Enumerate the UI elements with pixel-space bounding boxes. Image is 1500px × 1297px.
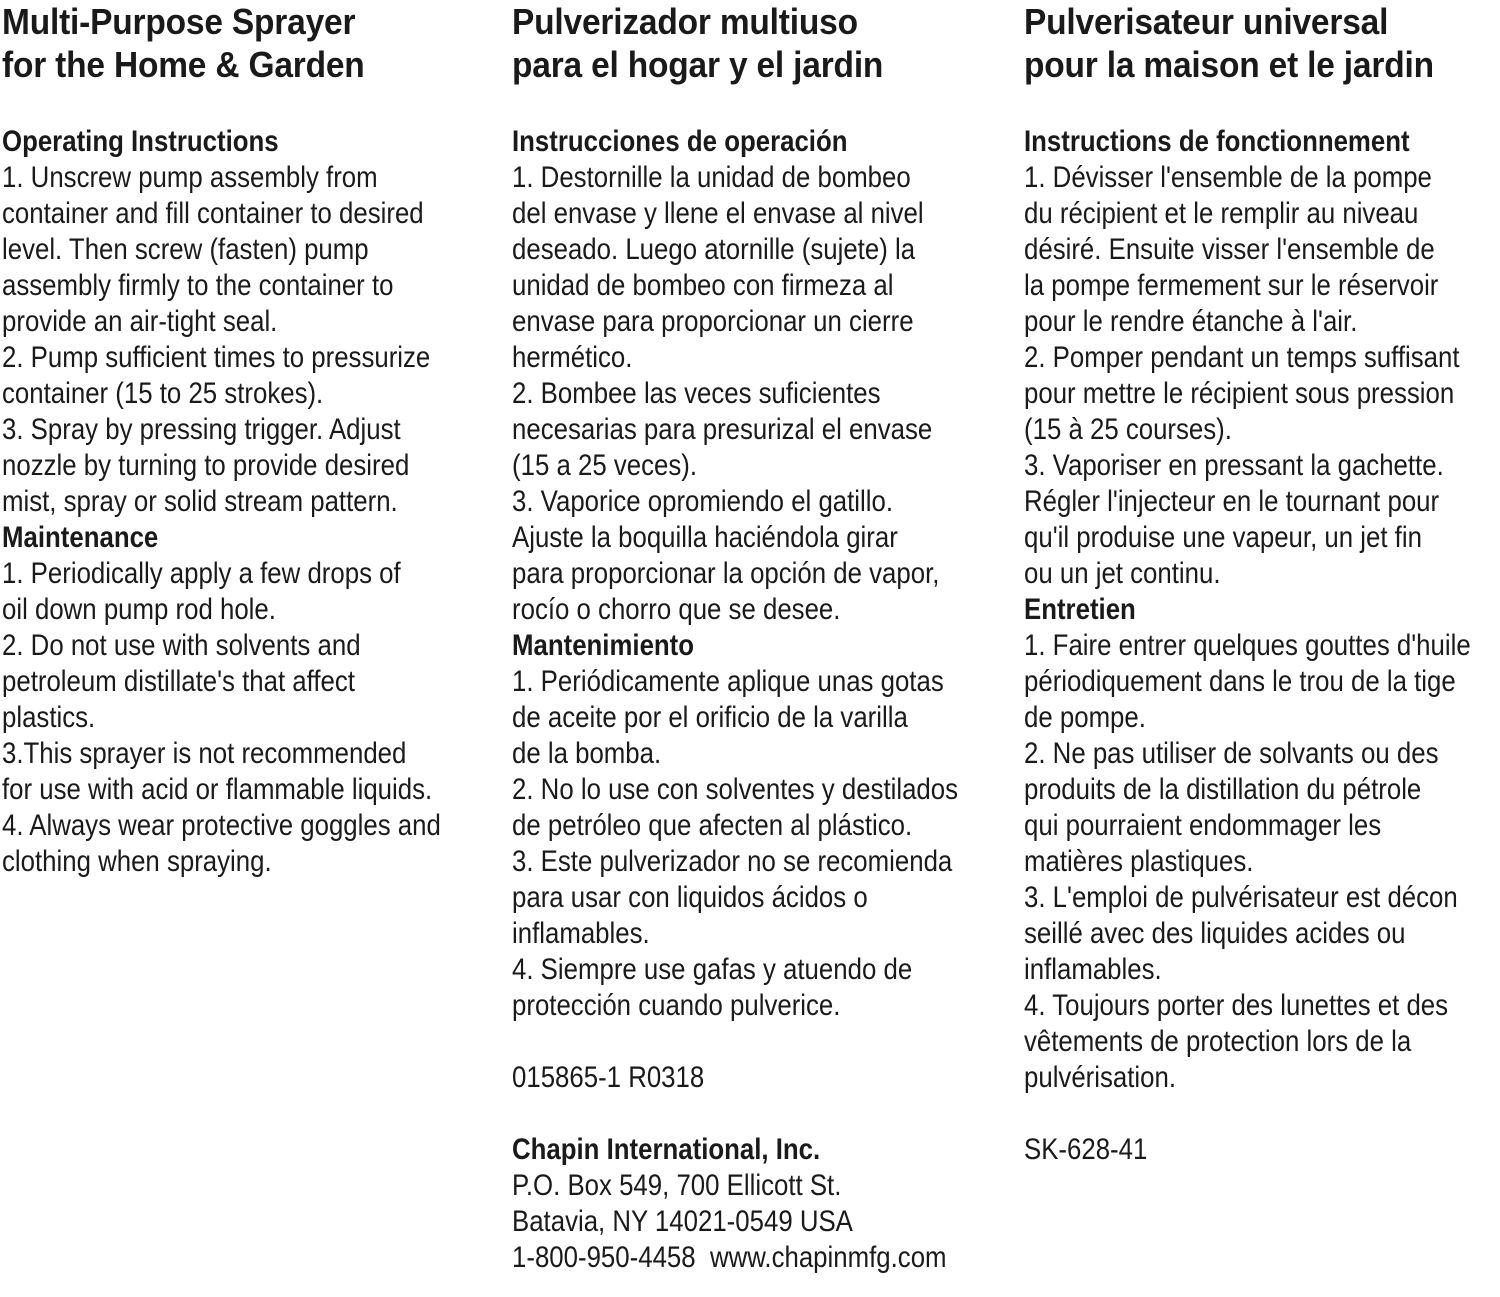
maintenance-line: 2. No lo use con solventes y destilados <box>512 773 959 806</box>
instruction-line: 3. Spray by pressing trigger. Adjust <box>2 413 401 446</box>
spanish-column <box>512 0 1002 1276</box>
english-column <box>2 0 492 880</box>
maintenance-line: clothing when spraying. <box>2 845 272 878</box>
maintenance-heading: Mantenimiento <box>512 629 695 662</box>
maintenance-line: matières plastiques. <box>1024 845 1254 878</box>
title-line: Pulverizador multiuso <box>512 1 858 42</box>
instruction-line: del envase y llene el envase al nivel <box>512 197 924 230</box>
maintenance-heading: Entretien <box>1024 593 1136 626</box>
maintenance-line: produits de la distillation du pétrole <box>1024 773 1422 806</box>
instruction-line: container (15 to 25 strokes). <box>2 377 324 410</box>
maintenance-heading: Maintenance <box>2 521 159 554</box>
instruction-line: hermético. <box>512 341 633 374</box>
spacer <box>512 1024 1002 1060</box>
maintenance-line: 3. L'emploi de pulvérisateur est décon <box>1024 881 1458 914</box>
instruction-line: container and fill container to desired <box>2 197 424 230</box>
maintenance-line: 2. Ne pas utiliser de solvants ou des <box>1024 737 1439 770</box>
instruction-line: 2. Pump sufficient times to pressurize <box>2 341 431 374</box>
instruction-line: ou un jet continu. <box>1024 557 1221 590</box>
instruction-line: 2. Bombee las veces suficientes <box>512 377 881 410</box>
instruction-line: Ajuste la boquilla haciéndola girar <box>512 521 898 554</box>
instruction-line: level. Then screw (fasten) pump <box>2 233 369 266</box>
maintenance-line: 4. Toujours porter des lunettes et des <box>1024 989 1449 1022</box>
maintenance-line: inflamables. <box>1024 953 1162 986</box>
french-title <box>1024 0 1467 86</box>
instruction-line: 2. Pomper pendant un temps suffisant <box>1024 341 1460 374</box>
instruction-line: la pompe fermement sur le réservoir <box>1024 269 1439 302</box>
maintenance-line: périodiquement dans le trou de la tige <box>1024 665 1456 698</box>
title-line: pour la maison et le jardin <box>1024 44 1434 85</box>
maintenance-line: 2. Do not use with solvents and <box>2 629 361 662</box>
spanish-title <box>512 0 968 86</box>
maintenance-line: pulvérisation. <box>1024 1061 1177 1094</box>
instruction-line: necesarias para presurizal el envase <box>512 413 933 446</box>
part-code: SK-628-41 <box>1024 1133 1148 1166</box>
instruction-line: mist, spray or solid stream pattern. <box>2 485 398 518</box>
instruction-line: unidad de bombeo con firmeza al <box>512 269 894 302</box>
maintenance-line: oil down pump rod hole. <box>2 593 276 626</box>
operating-heading: Instrucciones de operación <box>512 125 848 158</box>
instruction-line: 1. Destornille la unidad de bombeo <box>512 161 911 194</box>
title-line: Multi-Purpose Sprayer <box>2 1 356 42</box>
maintenance-line: 1. Periodically apply a few drops of <box>2 557 401 590</box>
company-name: Chapin International, Inc. <box>512 1133 821 1166</box>
maintenance-line: para usar con liquidos ácidos o <box>512 881 868 914</box>
maintenance-line: 1. Faire entrer quelques gouttes d'huile <box>1024 629 1471 662</box>
operating-heading: Instructions de fonctionnement <box>1024 125 1410 158</box>
instruction-line: du récipient et le remplir au niveau <box>1024 197 1419 230</box>
maintenance-line: seillé avec des liquides acides ou <box>1024 917 1406 950</box>
instruction-line: (15 a 25 veces). <box>512 449 698 482</box>
english-body <box>2 124 492 880</box>
spanish-body <box>512 124 1002 1276</box>
maintenance-line: for use with acid or flammable liquids. <box>2 773 433 806</box>
operating-heading: Operating Instructions <box>2 125 279 158</box>
instruction-line: deseado. Luego atornille (sujete) la <box>512 233 916 266</box>
maintenance-line: 4. Always wear protective goggles and <box>2 809 441 842</box>
instruction-line: Régler l'injecteur en le tournant pour <box>1024 485 1440 518</box>
instruction-line: pour le rendre étanche à l'air. <box>1024 305 1358 338</box>
spacer <box>512 1096 1002 1132</box>
instruction-line: rocío o chorro que se desee. <box>512 593 841 626</box>
instruction-line: envase para proporcionar un cierre <box>512 305 914 338</box>
company-address: Batavia, NY 14021-0549 USA <box>512 1205 853 1238</box>
company-contact: 1-800-950-4458 www.chapinmfg.com <box>512 1241 947 1274</box>
instruction-line: pour mettre le récipient sous pression <box>1024 377 1455 410</box>
maintenance-line: 3. Este pulverizador no se recomienda <box>512 845 953 878</box>
maintenance-line: protección cuando pulverice. <box>512 989 841 1022</box>
title-line: for the Home & Garden <box>2 44 365 85</box>
english-title <box>2 0 458 86</box>
maintenance-line: plastics. <box>2 701 96 734</box>
maintenance-line: 4. Siempre use gafas y atuendo de <box>512 953 913 986</box>
spacer <box>1024 1096 1500 1132</box>
title-line: para el hogar y el jardin <box>512 44 884 85</box>
company-address: P.O. Box 549, 700 Ellicott St. <box>512 1169 842 1202</box>
part-code: 015865-1 R0318 <box>512 1061 705 1094</box>
instruction-line: (15 à 25 courses). <box>1024 413 1232 446</box>
maintenance-line: de pompe. <box>1024 701 1146 734</box>
maintenance-line: qui pourraient endommager les <box>1024 809 1382 842</box>
instruction-line: 3. Vaporice opromiendo el gatillo. <box>512 485 894 518</box>
french-column <box>1024 0 1500 1168</box>
instruction-line: provide an air-tight seal. <box>2 305 278 338</box>
maintenance-line: 1. Periódicamente aplique unas gotas <box>512 665 944 698</box>
instruction-line: qu'il produise une vapeur, un jet fin <box>1024 521 1422 554</box>
maintenance-line: de la bomba. <box>512 737 662 770</box>
maintenance-line: de aceite por el orificio de la varilla <box>512 701 908 734</box>
maintenance-line: de petróleo que afecten al plástico. <box>512 809 913 842</box>
maintenance-line: vêtements de protection lors de la <box>1024 1025 1412 1058</box>
instruction-line: 1. Dévisser l'ensemble de la pompe <box>1024 161 1432 194</box>
instruction-line: désiré. Ensuite visser l'ensemble de <box>1024 233 1435 266</box>
instruction-line: assembly firmly to the container to <box>2 269 394 302</box>
maintenance-line: inflamables. <box>512 917 650 950</box>
title-line: Pulverisateur universal <box>1024 1 1389 42</box>
instruction-line: para proporcionar la opción de vapor, <box>512 557 940 590</box>
instruction-line: 1. Unscrew pump assembly from <box>2 161 378 194</box>
instruction-line: nozzle by turning to provide desired <box>2 449 410 482</box>
maintenance-line: petroleum distillate's that affect <box>2 665 355 698</box>
maintenance-line: 3.This sprayer is not recommended <box>2 737 407 770</box>
french-body <box>1024 124 1500 1168</box>
instruction-line: 3. Vaporiser en pressant la gachette. <box>1024 449 1444 482</box>
